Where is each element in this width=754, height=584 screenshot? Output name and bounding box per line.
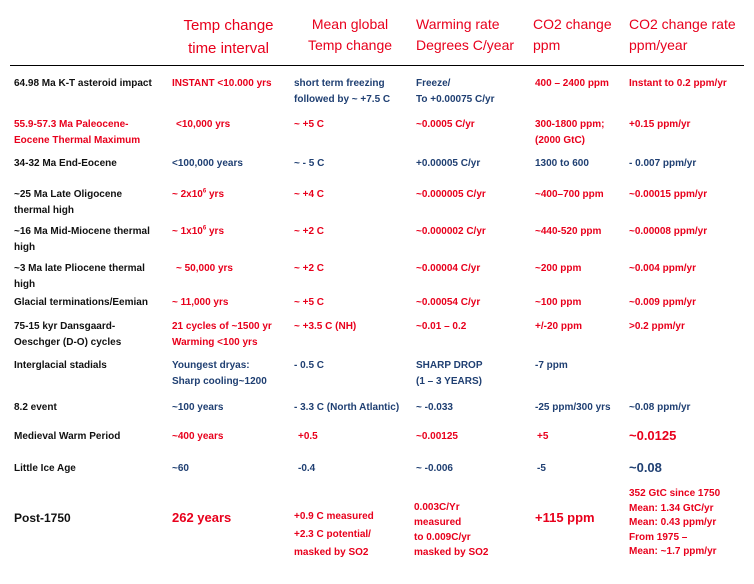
cell-temp-change: - 3.3 C (North Atlantic) <box>294 402 400 413</box>
cell-temp-change: +0.9 C measured +2.3 C potential/ masked by SO2 <box>294 511 374 558</box>
cell-temp-change: +0.5 <box>298 431 318 442</box>
cell-warming-rate: ~ -0.006 <box>416 463 453 474</box>
cell-co2-change: +5 <box>537 431 549 442</box>
cell-co2-rate: ~0.00008 ppm/yr <box>629 226 708 237</box>
row-label: Medieval Warm Period <box>14 431 121 442</box>
cell-warming-rate: +0.00005 C/yr <box>416 158 481 169</box>
cell-co2-rate: ~0.004 ppm/yr <box>629 263 696 274</box>
cell-co2-rate: ~0.0125 <box>629 428 677 443</box>
header-line: Mean global <box>311 16 389 32</box>
cell-time-interval: <10,000 yrs <box>176 119 231 130</box>
row-label: 34-32 Ma End-Eocene <box>14 158 117 169</box>
exponent: 6 <box>202 188 207 195</box>
cell-time-interval: ~100 years <box>172 402 224 413</box>
value-text: ~ 1x10 <box>172 226 203 237</box>
cell-temp-change: ~ +5 C <box>294 119 325 130</box>
header-co2-change-rate <box>629 14 736 56</box>
cell-time-interval: ~ 50,000 yrs <box>176 263 233 274</box>
cell-co2-change: -5 <box>537 463 546 474</box>
header-line: Temp change <box>183 17 274 34</box>
cell-warming-rate: ~0.00054 C/yr <box>416 297 481 308</box>
cell-time-interval: ~ 11,000 yrs <box>172 297 229 308</box>
cell-time-interval: 21 cycles of ~1500 yr Warming <100 yrs <box>172 321 272 348</box>
header-line: time interval <box>188 40 269 57</box>
header-line: ppm/year <box>629 37 688 53</box>
cell-co2-rate: ~0.08 <box>629 460 662 475</box>
cell-co2-change: +/-20 ppm <box>535 321 582 332</box>
cell-warming-rate: ~0.00125 <box>416 431 458 442</box>
cell-time-interval: Youngest dryas: Sharp cooling~1200 <box>172 360 267 387</box>
header-line: Temp change <box>307 37 393 53</box>
cell-co2-change: ~400–700 ppm <box>535 189 604 200</box>
cell-co2-rate: +0.15 ppm/yr <box>629 119 691 130</box>
cell-co2-change: -25 ppm/300 yrs <box>535 402 611 413</box>
cell-warming-rate: ~0.00004 C/yr <box>416 263 481 274</box>
cell-co2-rate: ~0.08 ppm/yr <box>629 402 691 413</box>
header-line: ppm <box>533 37 561 53</box>
cell-co2-rate: 352 GtC since 1750 Mean: 1.34 GtC/yr Mean: 0.43 ppm/yr From 1975 – Mean: ~1.7 ppm/yr <box>629 488 721 557</box>
header-divider <box>10 65 744 66</box>
row-label: 8.2 event <box>14 402 57 413</box>
row-label: 64.98 Ma K-T asteroid impact <box>14 78 152 89</box>
cell-warming-rate: Freeze/ To +0.00075 C/yr <box>416 78 495 105</box>
cell-warming-rate: ~ -0.033 <box>416 402 453 413</box>
cell-co2-change: 300-1800 ppm; (2000 GtC) <box>535 119 605 146</box>
value-text: yrs <box>206 226 225 237</box>
header-line: Warming rate <box>416 16 500 32</box>
cell-temp-change: -0.4 <box>298 463 316 474</box>
cell-warming-rate: ~0.000002 C/yr <box>416 226 486 237</box>
cell-temp-change: ~ +5 C <box>294 297 325 308</box>
row-label: 55.9-57.3 Ma Paleocene- Eocene Thermal Maximum <box>14 119 141 146</box>
cell-co2-rate: >0.2 ppm/yr <box>629 321 685 332</box>
row-label: ~25 Ma Late Oligocene thermal high <box>14 189 123 216</box>
cell-co2-change: 400 – 2400 ppm <box>535 78 609 89</box>
cell-warming-rate: ~0.000005 C/yr <box>416 189 486 200</box>
cell-co2-rate: ~0.009 ppm/yr <box>629 297 696 308</box>
cell-temp-change: short term freezing followed by ~ +7.5 C <box>294 78 391 105</box>
cell-time-interval: ~400 years <box>172 431 224 442</box>
header-line: Degrees C/year <box>416 37 515 53</box>
cell-temp-change: ~ +2 C <box>294 263 325 274</box>
row-label: Post-1750 <box>14 511 71 525</box>
header-co2-change <box>533 14 612 56</box>
row-label: 75-15 kyr Dansgaard- Oeschger (D-O) cycles <box>14 321 122 348</box>
header-temp-change-interval <box>176 14 281 60</box>
row-label: Little Ice Age <box>14 463 76 474</box>
cell-temp-change: ~ +3.5 C (NH) <box>294 321 357 332</box>
row-label: Interglacial stadials <box>14 360 107 371</box>
cell-time-interval <box>172 187 224 203</box>
cell-temp-change: ~ - 5 C <box>294 158 325 169</box>
cell-co2-change: +115 ppm <box>535 510 595 525</box>
cell-co2-rate: - 0.007 ppm/yr <box>629 158 697 169</box>
value-text: ~ 2x10 <box>172 189 203 200</box>
cell-temp-change: - 0.5 C <box>294 360 325 371</box>
row-label: ~3 Ma late Pliocene thermal high <box>14 263 145 290</box>
header-line: CO2 change rate <box>629 16 736 32</box>
header-line: CO2 change <box>533 16 612 32</box>
value-text: yrs <box>206 189 225 200</box>
cell-time-interval: INSTANT <10.000 yrs <box>172 78 272 89</box>
cell-co2-change: ~440-520 ppm <box>535 226 602 237</box>
cell-warming-rate: SHARP DROP (1 – 3 YEARS) <box>416 360 483 387</box>
cell-temp-change: ~ +4 C <box>294 189 325 200</box>
cell-co2-rate: Instant to 0.2 ppm/yr <box>629 78 727 89</box>
row-label: ~16 Ma Mid-Miocene thermal high <box>14 226 150 253</box>
cell-warming-rate: ~0.01 – 0.2 <box>416 321 467 332</box>
cell-co2-rate: ~0.00015 ppm/yr <box>629 189 708 200</box>
row-label: Glacial terminations/Eemian <box>14 297 148 308</box>
exponent: 6 <box>202 225 207 232</box>
cell-temp-change: ~ +2 C <box>294 226 325 237</box>
cell-co2-change: -7 ppm <box>535 360 568 371</box>
cell-time-interval: <100,000 years <box>172 158 243 169</box>
cell-warming-rate: ~0.0005 C/yr <box>416 119 475 130</box>
cell-time-interval: ~60 <box>172 463 189 474</box>
cell-time-interval <box>172 224 224 240</box>
cell-co2-change: ~200 ppm <box>535 263 582 274</box>
cell-time-interval: 262 years <box>172 510 232 525</box>
cell-co2-change: ~100 ppm <box>535 297 582 308</box>
cell-co2-change: 1300 to 600 <box>535 158 589 169</box>
cell-warming-rate: 0.003C/Yr measured to 0.009C/yr masked by SO2 <box>414 502 489 558</box>
header-warming-rate <box>416 14 514 56</box>
header-mean-global-temp <box>302 14 398 56</box>
